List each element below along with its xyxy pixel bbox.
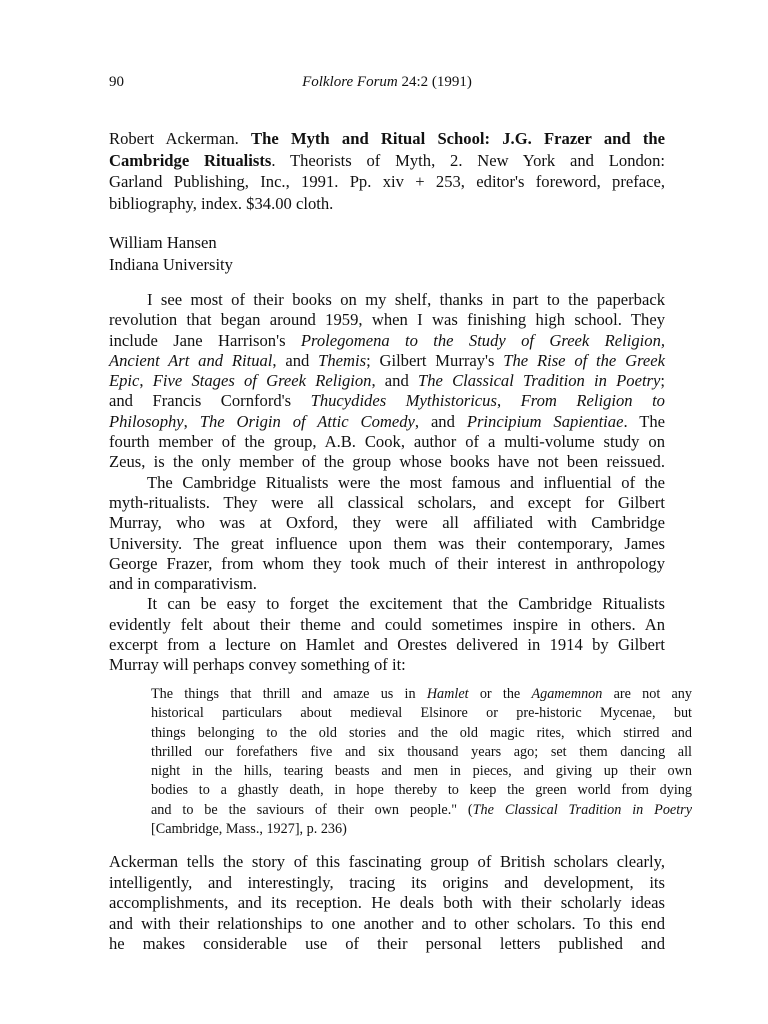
book-title: Cambridge Ritualists <box>109 150 272 170</box>
book-citation <box>109 128 665 214</box>
text-line: Murray will perhaps convey something of it: <box>109 655 406 675</box>
book-title: Principium Sapientiae <box>466 411 624 431</box>
book-title: Five Stages of Greek Religion <box>152 371 372 391</box>
text-line: Epic, Five Stages of Greek Religion, and The Classical Tradition in Poetry; <box>109 371 665 391</box>
text-line: George Frazer, from whom they took much of their interest in anthropology <box>109 553 665 573</box>
book-title: The Classical Tradition in Poetry <box>417 371 661 391</box>
quote-line: [Cambridge, Mass., 1927], p. 236) <box>151 821 347 838</box>
page-number: 90 <box>109 74 124 90</box>
book-title: Epic <box>109 371 140 391</box>
work-title: The Classical Tradition in Poetry <box>472 801 692 818</box>
quote-line: night in the hills, tearing beasts and men in pieces, and giving up their own <box>151 763 692 780</box>
text-line: evidently felt about their theme and could sometimes inspire in others. An <box>109 614 665 634</box>
book-author: Robert Ackerman. <box>109 129 239 148</box>
text-line: Ackerman tells the story of this fascinating group of British scholars clearly, <box>109 852 665 871</box>
book-title: The Myth and Ritual School: J.G. Frazer and the <box>251 129 665 148</box>
text-line: excerpt from a lecture on Hamlet and Orestes delivered in 1914 by Gilbert <box>109 635 665 655</box>
text-line: myth-ritualists. They were all classical scholars, and except for Gilbert <box>109 492 665 512</box>
journal-title: Folklore Forum <box>302 74 398 90</box>
text-line: and with their relationships to one another and to other scholars. To this end <box>109 913 665 933</box>
citation-line: bibliography, index. $34.00 cloth. <box>109 193 334 213</box>
quote-line: things belonging to the old stories and the old magic rites, which stirred and <box>151 724 692 741</box>
text-line: Zeus, is the only member of the group whose books have not been reissued. <box>109 452 665 472</box>
book-title: The Rise of the Greek <box>503 350 666 370</box>
text-line: include Jane Harrison's Prolegomena to the Study of Greek Religion, <box>109 330 666 350</box>
quote-line: historical particulars about medieval Elsinore or pre-historic Mycenae, but <box>151 705 692 722</box>
journal-citation <box>109 72 665 92</box>
citation-line <box>109 128 665 150</box>
text-line: accomplishments, and its reception. He deals both with their scholarly ideas <box>109 893 665 913</box>
text-line: It can be easy to forget the excitement that the Cambridge Ritualists <box>147 594 665 614</box>
reviewer-affiliation: Indiana University <box>109 254 233 274</box>
series-info: . Theorists of Myth, 2. New York and London: <box>271 150 666 170</box>
book-title: Prolegomena to the Study of Greek Religion, <box>300 330 666 350</box>
text-line: and Francis Cornford's Thucydides Mythistoricus, From Religion to <box>109 391 665 411</box>
text-line: fourth member of the group, A.B. Cook, author of a multi-volume study on <box>109 432 665 452</box>
text-line: he makes considerable use of their personal letters published and <box>109 934 665 954</box>
text-line: I see most of their books on my shelf, thanks in part to the paperback <box>147 290 665 309</box>
text-line: University. The great influence upon them was their contemporary, James <box>109 533 665 553</box>
quote-line: thrilled our forefathers five and six thousand years ago; set them dancing all <box>151 743 692 760</box>
text-line: and in comparativism. <box>109 574 257 594</box>
text-line: The Cambridge Ritualists were the most famous and influential of the <box>147 472 665 492</box>
book-title: Philosophy <box>109 411 184 431</box>
citation-line <box>109 150 665 172</box>
quote-line: bodies to a ghastly death, in hope thereby to keep the green world from dying <box>151 782 692 799</box>
text-line: Ancient Art and Ritual, and Themis; Gilbert Murray's The Rise of the Greek <box>109 350 666 370</box>
work-title: Agamemnon <box>531 686 603 702</box>
book-title: Thucydides Mythistoricus <box>310 391 497 411</box>
quote-line: The things that thrill and amaze us in Hamlet or the Agamemnon are not any <box>151 686 692 702</box>
block-quote <box>151 685 692 839</box>
work-title: Hamlet <box>426 686 469 702</box>
journal-volume: 24:2 (1991) <box>401 74 472 90</box>
text-line: Murray, who was at Oxford, they were all affiliated with Cambridge <box>109 513 665 533</box>
review-body <box>109 290 665 676</box>
reviewer-block <box>109 232 665 275</box>
book-title: From Religion to <box>520 391 665 411</box>
text-line: intelligently, and interestingly, tracing its origins and development, its <box>109 872 665 892</box>
quote-line: and to be the saviours of their own people." (The Classical Tradition in Poetry <box>151 801 692 818</box>
book-title: Themis <box>318 350 367 370</box>
text-line: revolution that began around 1959, when I was finishing high school. They <box>109 310 665 330</box>
book-title: Ancient Art and Ritual <box>109 350 273 370</box>
review-body-continued <box>109 852 665 955</box>
book-title: The Origin of Attic Comedy <box>199 411 415 431</box>
citation-line: Garland Publishing, Inc., 1991. Pp. xiv + 253, editor's foreword, preface, <box>109 172 665 191</box>
reviewer-name: William Hansen <box>109 233 217 252</box>
text-line: Philosophy, The Origin of Attic Comedy, and Principium Sapientiae. The <box>109 411 666 431</box>
